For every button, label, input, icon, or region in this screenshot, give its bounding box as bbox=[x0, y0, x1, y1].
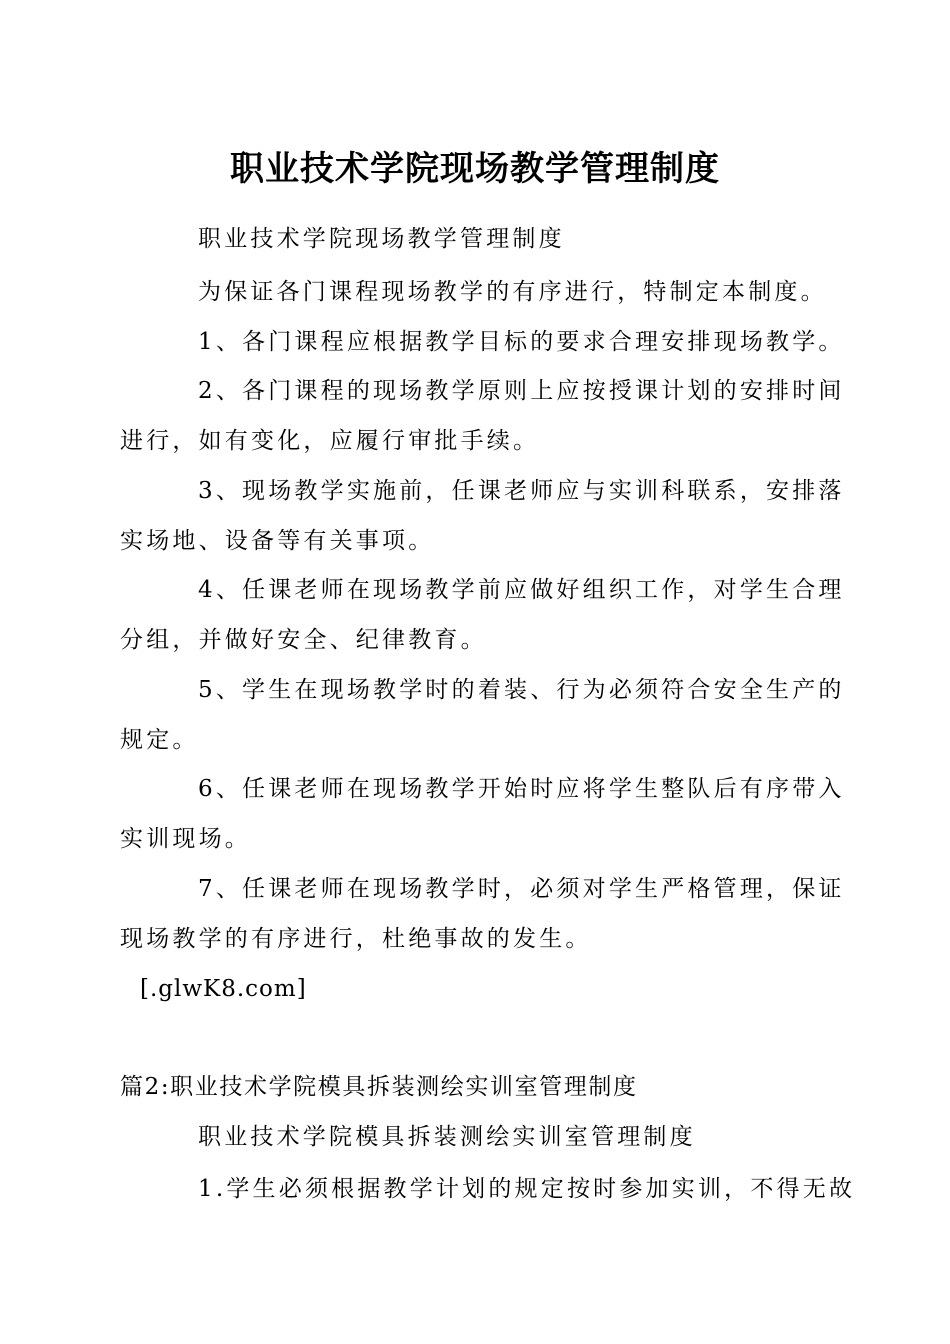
paragraph-item-1 bbox=[120, 318, 845, 368]
paragraph-line: 进行，如有变化，应履行审批手续。 bbox=[120, 427, 540, 454]
paragraph-item-2 bbox=[120, 367, 845, 466]
paragraph-line: 3、现场教学实施前，任课老师应与实训科联系，安排落 bbox=[198, 478, 845, 504]
paragraph-line: 5、学生在现场教学时的着装、行为必须符合安全生产的 bbox=[198, 677, 845, 703]
paragraph-line: 7、任课老师在现场教学时，必须对学生严格管理，保证 bbox=[198, 876, 845, 902]
paragraph-line: 规定。 bbox=[120, 726, 199, 753]
paragraph-intro bbox=[120, 268, 830, 318]
paragraph-line: 职业技术学院模具拆装测绘实训室管理制度 bbox=[198, 1124, 696, 1150]
paragraph-line: 2、各门课程的现场教学原则上应按授课计划的安排时间 bbox=[198, 378, 845, 404]
paragraph-item-4 bbox=[120, 566, 845, 665]
section-2-heading: 篇2:职业技术学院模具拆装测绘实训室管理制度 bbox=[120, 1074, 638, 1100]
paragraph-line: 实场地、设备等有关事项。 bbox=[120, 527, 435, 554]
section-2-item-1 bbox=[120, 1165, 856, 1215]
paragraph-item-6 bbox=[120, 765, 845, 864]
paragraph-line: 职业技术学院现场教学管理制度 bbox=[198, 226, 565, 252]
paragraph-item-3 bbox=[120, 467, 845, 566]
paragraph-line: 为保证各门课程现场教学的有序进行，特制定本制度。 bbox=[198, 279, 827, 305]
paragraph-line: 4、任课老师在现场教学前应做好组织工作，对学生合理 bbox=[198, 577, 845, 603]
section-2-subtitle bbox=[120, 1113, 830, 1163]
paragraph-item-5 bbox=[120, 666, 845, 765]
paragraph-line: 分组，并做好安全、纪律教育。 bbox=[120, 626, 487, 653]
paragraph-line: 6、任课老师在现场教学开始时应将学生整队后有序带入 bbox=[198, 776, 845, 802]
paragraph-line: 实训现场。 bbox=[120, 825, 251, 852]
paragraph-line: 1、各门课程应根据教学目标的要求合理安排现场教学。 bbox=[198, 329, 845, 355]
paragraph-line: 1.学生必须根据教学计划的规定按时参加实训，不得无故 bbox=[198, 1176, 856, 1202]
paragraph-item-7 bbox=[120, 865, 845, 964]
paragraph-line: 现场教学的有序进行，杜绝事故的发生。 bbox=[120, 925, 592, 952]
document-title: 职业技术学院现场教学管理制度 bbox=[230, 149, 720, 189]
source-tag: [.glwK8.com] bbox=[140, 976, 307, 1002]
paragraph-subtitle bbox=[120, 215, 830, 265]
